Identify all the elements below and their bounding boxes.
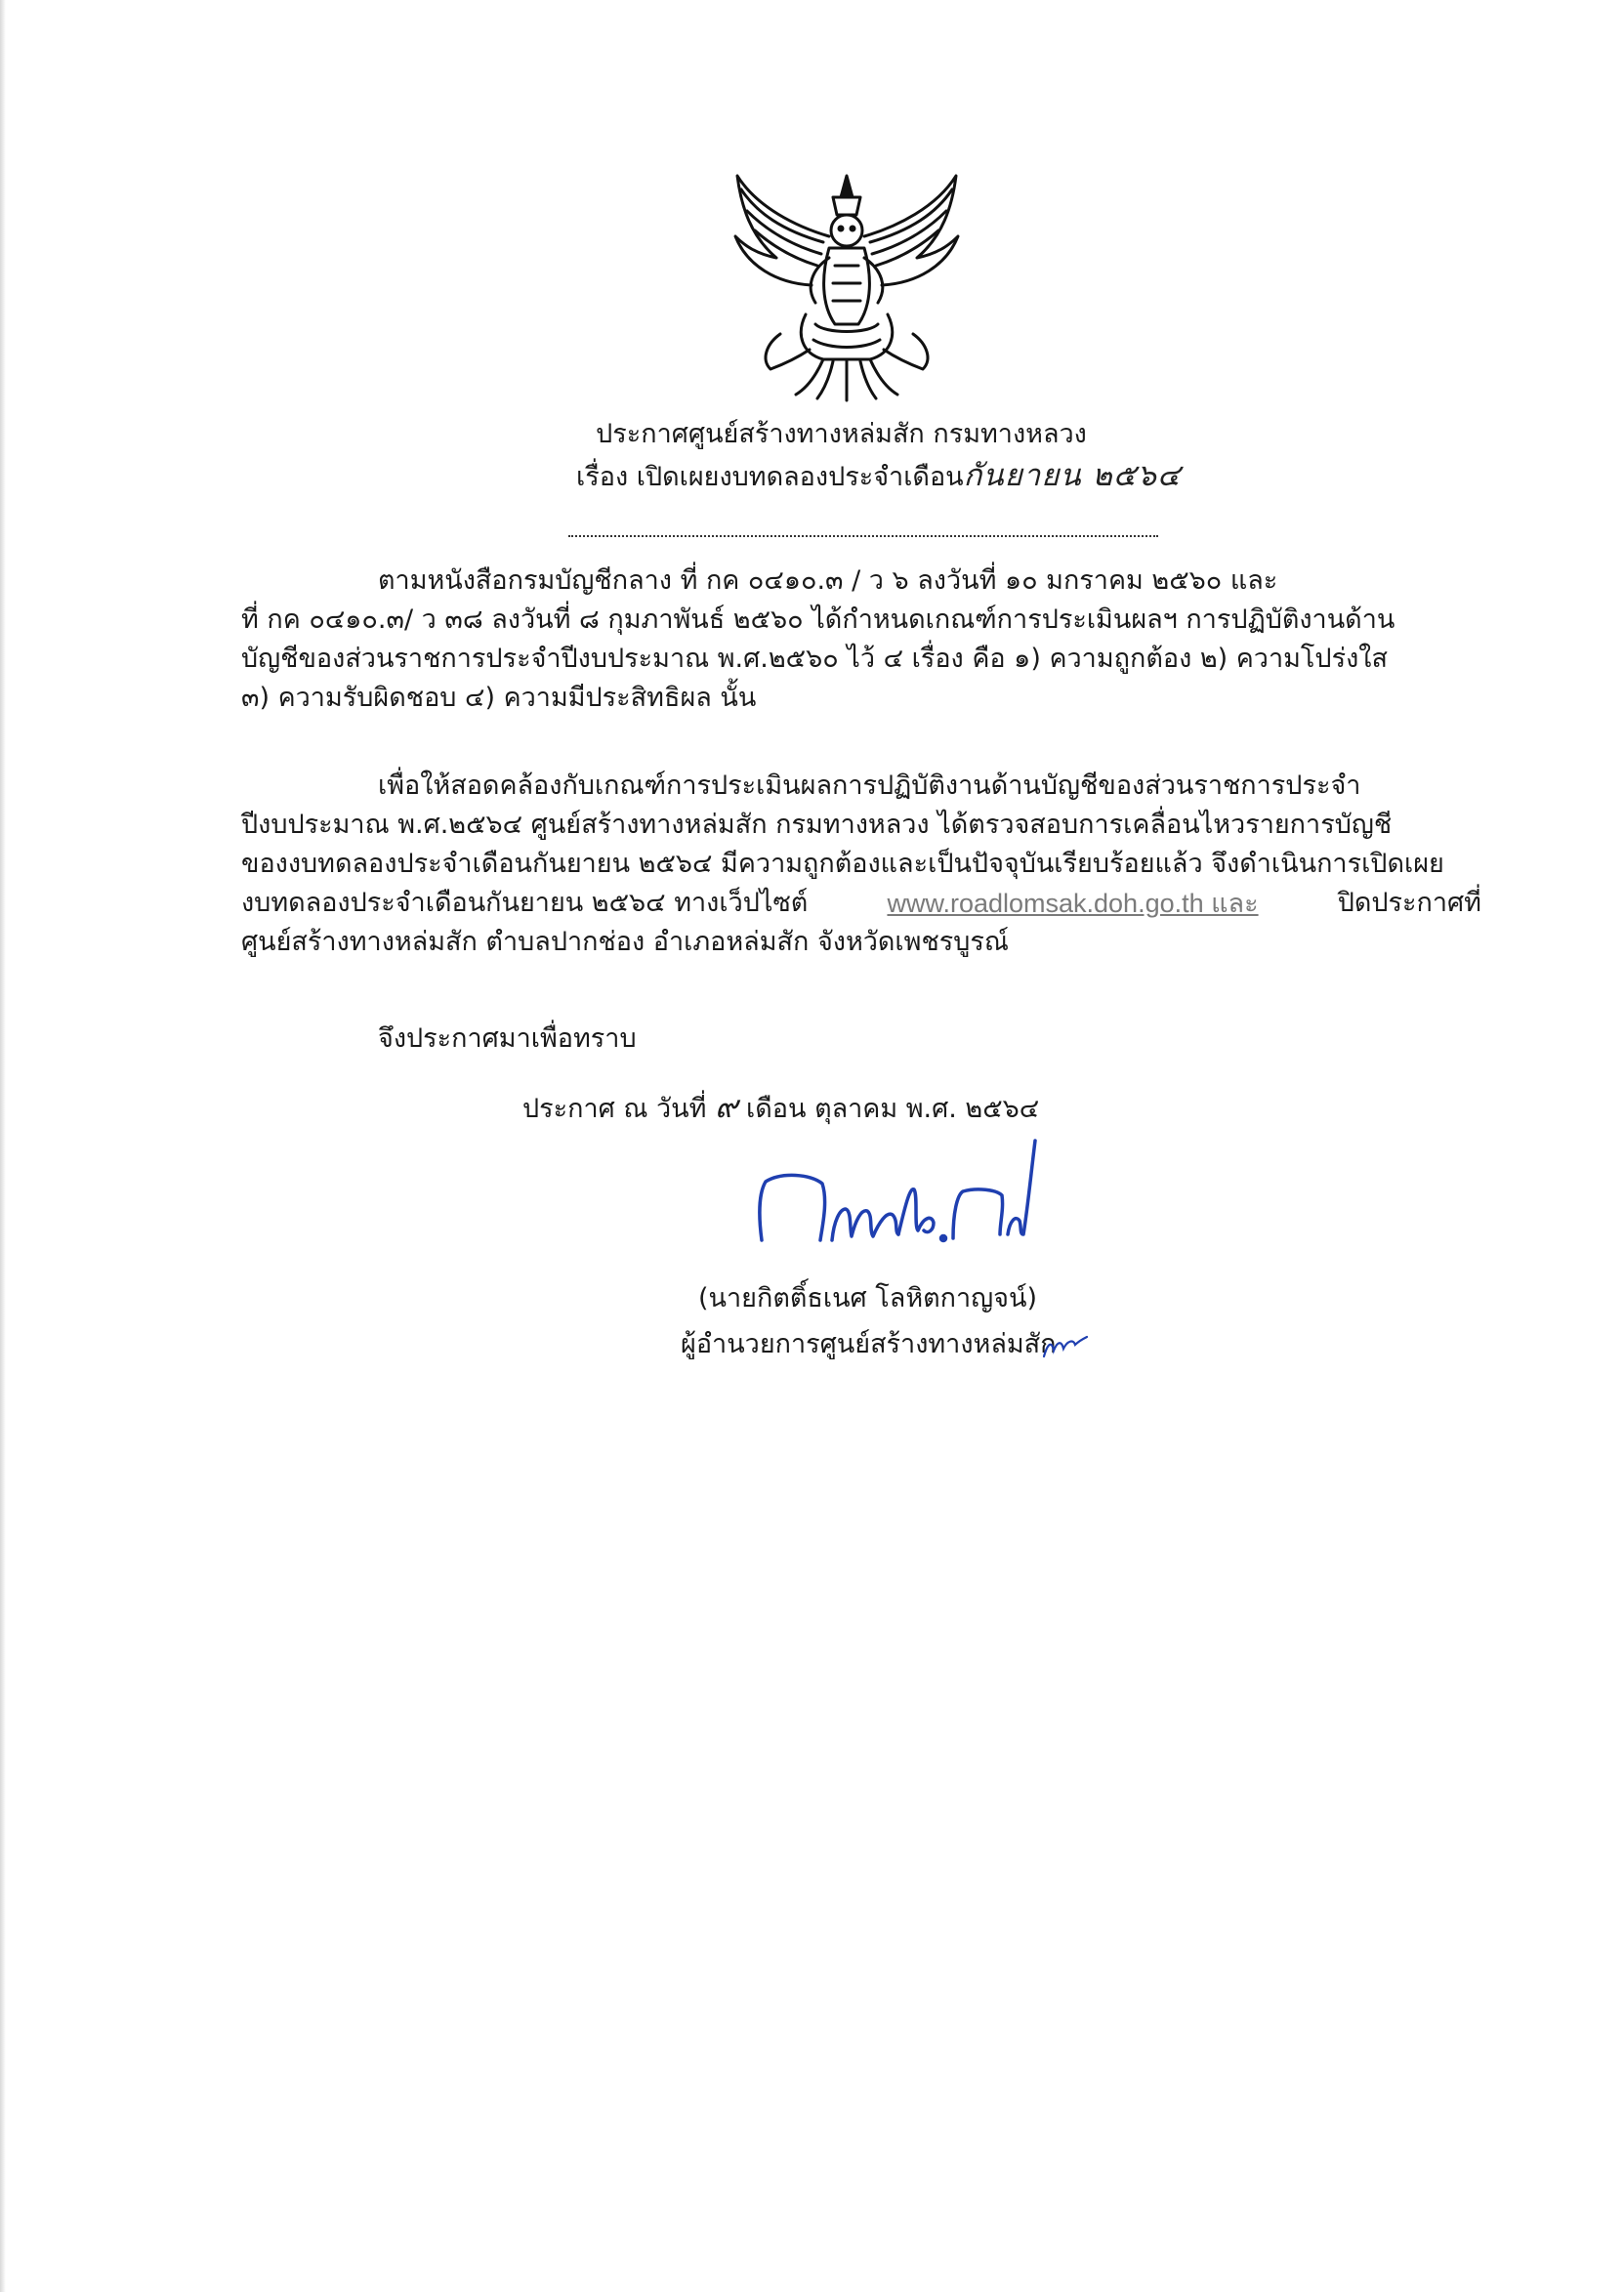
paragraph-1-line: ที่ กค ๐๔๑๐.๓/ ว ๓๘ ลงวันที่ ๘ กุมภาพันธ์ ๒๕๖๐ ได้กำหนดเกณฑ์การประเมินผลฯ การปฏิบัติงานด้าน — [241, 604, 1395, 635]
paragraph-1-line: ตามหนังสือกรมบัญชีกลาง ที่ กค ๐๔๑๐.๓ / ว ๖ ลงวันที่ ๑๐ มกราคม ๒๕๖๐ และ — [378, 565, 1278, 596]
paragraph-2-line: งบทดลองประจำเดือนกันยายน ๒๕๖๔ ทางเว็ปไซต์ — [241, 888, 809, 918]
paragraph-1 — [241, 562, 1481, 718]
paragraph-2-line: ศูนย์สร้างทางหล่มสัก ตำบลปากช่อง อำเภอหล่มสัก จังหวัดเพชรบูรณ์ — [241, 927, 1009, 957]
subject-label: เรื่อง เปิดเผยงบทดลองประจำเดือน — [576, 462, 964, 492]
subject-line — [576, 456, 1181, 497]
paragraph-2 — [241, 767, 1481, 962]
date-suffix: เดือน ตุลาคม พ.ศ. ๒๕๖๔ — [746, 1094, 1040, 1124]
signer-name: (นายกิตติ์ธเนศ โลหิตกาญจน์) — [698, 1283, 1037, 1313]
signer-title: ผู้อำนวยการศูนย์สร้างทางหล่มสัก — [681, 1329, 1057, 1359]
paragraph-2-line: ของงบทดลองประจำเดือนกันยายน ๒๕๖๔ มีความถูกต้องและเป็นปัจจุบันเรียบร้อยแล้ว จึงดำเนินการเปิดเผย — [241, 849, 1444, 879]
website-link[interactable]: www.roadlomsak.doh.go.th และ — [887, 889, 1259, 918]
scan-edge — [0, 0, 6, 2292]
paragraph-2-line: ปิดประกาศที่ — [1337, 888, 1481, 918]
paragraph-1-line: ๓) ความรับผิดชอบ ๔) ความมีประสิทธิผล นั้น — [241, 683, 757, 713]
signature-image — [752, 1133, 1045, 1270]
date-prefix: ประกาศ ณ วันที่ — [522, 1094, 707, 1124]
announcement-date — [522, 1087, 1039, 1129]
paragraph-1-line: บัญชีของส่วนราชการประจำปีงบประมาณ พ.ศ.๒๕๖๐ ไว้ ๔ เรื่อง คือ ๑) ความถูกต้อง ๒) ความโปร่งใส — [241, 644, 1388, 674]
garuda-emblem-icon — [728, 168, 967, 402]
paragraph-2-line: เพื่อให้สอดคล้องกับเกณฑ์การประเมินผลการปฏิบัติงานด้านบัญชีของส่วนราชการประจำ — [378, 771, 1361, 801]
dotted-divider — [568, 535, 1158, 537]
initial-mark — [1040, 1333, 1089, 1362]
announcement-heading: ประกาศศูนย์สร้างทางหล่มสัก กรมทางหลวง — [596, 419, 1087, 449]
paragraph-2-line: ปีงบประมาณ พ.ศ.๒๕๖๔ ศูนย์สร้างทางหล่มสัก กรมทางหลวง ได้ตรวจสอบการเคลื่อนไหวรายการบัญชี — [241, 810, 1393, 840]
subject-handwritten-month: กันยายน ๒๕๖๔ — [963, 458, 1182, 493]
date-day-handwritten: ๙ — [715, 1088, 738, 1125]
closing-statement: จึงประกาศมาเพื่อทราบ — [378, 1023, 637, 1054]
paragraph-2-url-line — [241, 884, 1481, 923]
